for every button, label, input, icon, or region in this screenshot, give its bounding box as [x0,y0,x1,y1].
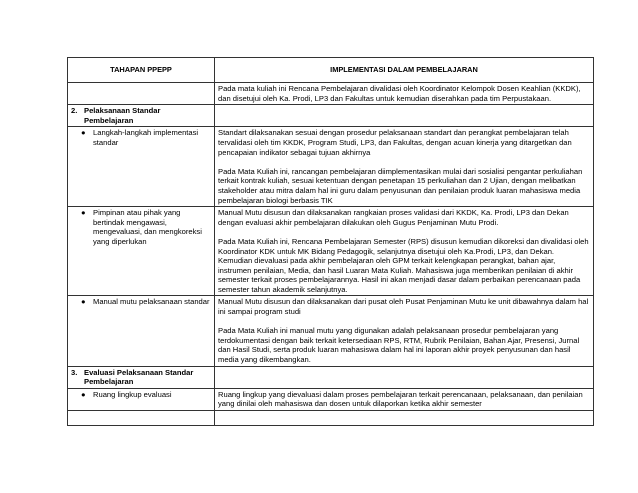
item-paragraph: Manual Mutu disusun dan dilaksanakan dari pusat oleh Pusat Penjaminan Mutu ke unit dibawahnya dalam hal ini sampai program studi [218,297,589,317]
item-label: Pimpinan atau pihak yang bertindak mengawasi, mengevaluasi, dan mengkoreksi yang diperlukan [93,208,202,246]
table-cell [215,296,594,366]
table-cell-empty [68,411,215,426]
item-label: Manual mutu pelaksanaan standar [93,297,210,307]
table-header-row [68,58,594,83]
item-label: Ruang lingkup evaluasi [93,389,172,399]
header-implementasi: IMPLEMENTASI DALAM PEMBELAJARAN [215,58,594,83]
header-tahapan: TAHAPAN PPEPP [68,58,215,83]
table-cell [215,127,594,207]
section-title: Pelaksanaan Standar Pembelajaran [84,106,161,125]
table-cell [215,83,594,105]
item-paragraph: Ruang lingkup yang dievaluasi dalam proses pembelajaran terkait perencanaan, pelaksanaan, dan penilaian yang dinilai oleh mahasiswa dan dosen untuk dilaporkan ketika akhir semester [218,389,583,409]
table-row [68,388,594,410]
table-cell [215,388,594,410]
table-cell-empty [215,105,594,127]
table-cell [68,127,215,207]
table-cell [215,207,594,296]
section-3-heading [68,366,215,388]
table-cell [68,296,215,366]
table-cell [68,388,215,410]
bullet-icon: ● [81,389,86,399]
ppepp-table [67,57,594,426]
section-number: 2. [71,106,78,116]
section-title: Evaluasi Pelaksanaan Standar Pembelajaran [84,367,194,387]
section-row [68,105,594,127]
table-cell-empty [68,83,215,105]
section-2-heading [68,105,215,127]
item-label: Langkah-langkah implementasi standar [93,128,199,147]
intro-text: Pada mata kuliah ini Rencana Pembelajaran divalidasi oleh Koordinator Kelompok Dosen Keahlian (KKDK), dan disetujui oleh Ka. Prodi, LP3 dan Fakultas untuk kemudian diserahkan pada tim Perpustakaan. [218,84,581,103]
section-row [68,366,594,388]
section-number: 3. [71,367,78,377]
item-paragraph: Pada Mata Kuliah ini, Rencana Pembelajaran Semester (RPS) disusun kemudian dikoreksi dan divalidasi oleh Koordinator KDK untuk MK Bidang Pedagogik, selanjutnya disetujui oleh Ka.Prodi, LP3, dan Dekan. Kemudian dievaluasi pada akhir pembelajaran oleh GPM terkait kelengkapan perangkat, bahan ajar, instrumen penilaian, Media, dan hasil Luaran Mata Kuliah. Mahasiswa juga memberikan penilaian di akhir semester terkait proses pembelajarannya. Hasil ini akan menjadi dasar dalam perbaikan perencanaan pada semester tahun akademik selanjutnya. [218,236,589,294]
bullet-icon: ● [81,208,86,218]
table-row [68,83,594,105]
item-paragraph: Manual Mutu disusun dan dilaksanakan rangkaian proses validasi dari KKDK, Ka. Prodi, LP3 dan Dekan dengan evaluasi akhir pembelajaran dilakukan oleh Gugus Penjaminan Mutu Prodi. [218,208,569,227]
item-paragraph: Pada Mata Kuliah ini manual mutu yang digunakan adalah pelaksanaan prosedur pembelajaran yang terdokumentasi dengan baik terkait ketersediaan RPS, RTM, Rubrik Penilaian, Bahan Ajar, Presensi, Jurnal dan Hasil Studi, serta produk luaran mahasiswa dalam hal ini laporan akhir proyek penyusunan dan hasil media yang dikembangkan. [218,326,580,365]
item-paragraph: Pada Mata Kuliah ini, rancangan pembelajaran diimplementasikan mulai dari sosialisi pengantar perkuliahan terkait kontrak kuliah, sesuai ketentuan dengan penetapan 15 perkuliahan dan 2 Ujian, dengan melibatkan stakeholder atau mitra dalam hal ini guru dalam penyusunan dan penilaian produk luaran mahasiswa media pembelajaran biologi berbasis TIK [218,166,583,205]
table-cell-empty [215,411,594,426]
item-paragraph: Standart dilaksanakan sesuai dengan prosedur pelaksanaan standart dan perangkat pembelajaran telah tervalidasi oleh tim KKDK, Program Studi, LP3, dan Fakultas, dengan acuan kinerja yang ditargetkan dan pencapaian indikator sebagai tujuan akhirnya [218,128,572,157]
table-row-empty [68,411,594,426]
table-row [68,207,594,296]
bullet-icon: ● [81,128,86,138]
table-cell-empty [215,366,594,388]
table-row [68,127,594,207]
table-row [68,296,594,366]
bullet-icon: ● [81,297,86,307]
table-cell [68,207,215,296]
